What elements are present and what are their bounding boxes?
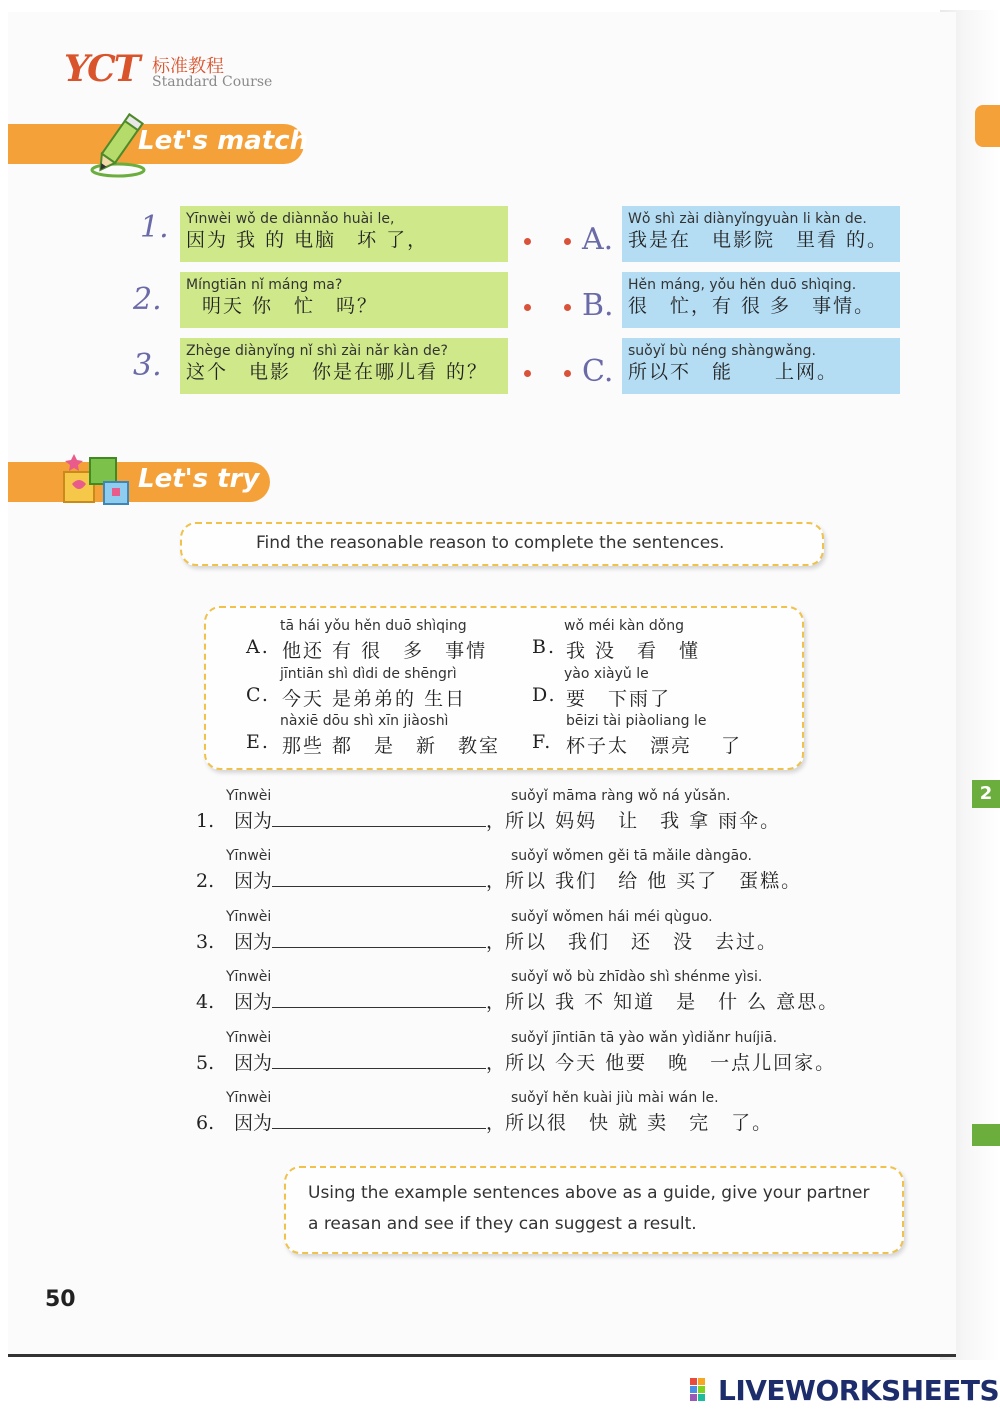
question-comma: ， bbox=[486, 930, 506, 953]
question-comma: ， bbox=[486, 810, 506, 832]
match-right-b-pinyin: Hěn máng, yǒu hěn duō shìqing. bbox=[628, 277, 857, 293]
match-dot-left-1[interactable] bbox=[524, 238, 531, 245]
question-result: 所以 今天 他要 晚 一点儿回家。 bbox=[505, 1051, 837, 1074]
question-result: 所以 妈妈 让 我 拿 雨伞。 bbox=[505, 810, 782, 832]
option-f-chinese[interactable]: 杯子太 漂亮 了 bbox=[566, 735, 743, 757]
question-because-pinyin: Yīnwèi bbox=[226, 848, 272, 865]
toy-blocks-icon bbox=[60, 450, 135, 510]
question-number: 5. bbox=[196, 1051, 215, 1074]
answer-blank[interactable] bbox=[272, 808, 486, 827]
question-row bbox=[196, 1108, 773, 1135]
yct-logo: YCT bbox=[64, 48, 139, 90]
question-because: 因为 bbox=[234, 930, 273, 953]
option-a-letter: A. bbox=[246, 636, 270, 658]
match-right-b[interactable] bbox=[622, 272, 900, 328]
question-because-pinyin: Yīnwèi bbox=[226, 1029, 272, 1046]
match-letter-a: A. bbox=[582, 222, 614, 257]
option-b-letter: B. bbox=[532, 636, 557, 658]
match-right-c-chinese: 所以不 能 上网。 bbox=[628, 361, 839, 383]
question-number: 4. bbox=[196, 991, 215, 1014]
question-because: 因为 bbox=[234, 991, 273, 1014]
option-a-chinese[interactable]: 他还 有 很 多 事情 bbox=[282, 640, 488, 662]
match-dot-right-a[interactable] bbox=[564, 238, 571, 245]
match-left-3[interactable] bbox=[180, 338, 508, 394]
side-tab-orange bbox=[975, 105, 1000, 147]
question-number: 2. bbox=[196, 870, 215, 893]
instruction-text: Find the reasonable reason to complete the sentences. bbox=[256, 533, 725, 553]
match-number-3: 3. bbox=[133, 348, 162, 383]
option-e-pinyin: nàxiē dōu shì xīn jiàoshì bbox=[280, 713, 449, 729]
match-right-c-pinyin: suǒyǐ bù néng shàngwǎng. bbox=[628, 343, 817, 359]
option-d-letter: D. bbox=[532, 684, 557, 706]
question-number: 1. bbox=[196, 810, 215, 832]
match-dot-left-3[interactable] bbox=[524, 370, 531, 377]
match-left-1-chinese: 因为 我 的 电脑 坏 了， bbox=[186, 229, 429, 251]
match-left-1[interactable] bbox=[180, 206, 508, 262]
match-dot-left-2[interactable] bbox=[524, 304, 531, 311]
answer-blank[interactable] bbox=[272, 1110, 486, 1129]
answer-blank[interactable] bbox=[272, 868, 486, 887]
match-left-2-chinese: 明天 你 忙 吗？ bbox=[202, 295, 379, 317]
question-comma: ， bbox=[486, 1051, 506, 1074]
option-f-letter: F. bbox=[532, 731, 553, 753]
option-e-chinese[interactable]: 那些 都 是 新 教室 bbox=[282, 735, 501, 757]
liveworksheets-logo-icon bbox=[690, 1378, 714, 1402]
question-result-pinyin: suǒyǐ hěn kuài jiù mài wán le. bbox=[511, 1090, 719, 1106]
option-d-chinese[interactable]: 要 下雨了 bbox=[566, 688, 672, 710]
question-because-pinyin: Yīnwèi bbox=[226, 788, 272, 804]
question-comma: ， bbox=[486, 991, 506, 1014]
option-e-letter: E. bbox=[246, 731, 270, 753]
answer-blank[interactable] bbox=[272, 929, 486, 948]
question-because-pinyin: Yīnwèi bbox=[226, 908, 272, 925]
question-because: 因为 bbox=[234, 1112, 273, 1134]
course-title-en: Standard Course bbox=[152, 74, 273, 90]
partner-activity-line1: Using the example sentences above as a guide, give your partner bbox=[308, 1183, 870, 1203]
match-dot-right-c[interactable] bbox=[564, 370, 571, 377]
match-left-3-chinese: 这个 电影 你是在哪儿看 的？ bbox=[186, 361, 489, 383]
option-d-pinyin: yào xiàyǔ le bbox=[564, 666, 649, 682]
option-c-letter: C. bbox=[246, 684, 270, 706]
question-because: 因为 bbox=[234, 870, 273, 893]
question-row bbox=[196, 866, 802, 893]
question-row bbox=[196, 806, 781, 833]
partner-activity-box bbox=[284, 1166, 904, 1254]
match-right-a-pinyin: Wǒ shì zài diànyǐngyuàn li kàn de. bbox=[628, 211, 867, 227]
option-b-pinyin: wǒ méi kàn dǒng bbox=[564, 618, 685, 634]
match-right-b-chinese: 很 忙，有 很 多 事情。 bbox=[628, 295, 876, 317]
question-because-pinyin: Yīnwèi bbox=[226, 969, 272, 986]
question-result-pinyin: suǒyǐ wǒmen gěi tā mǎile dàngāo. bbox=[511, 848, 752, 865]
match-left-2[interactable] bbox=[180, 272, 508, 328]
option-c-chinese[interactable]: 今天 是弟弟的 生日 bbox=[282, 688, 467, 710]
question-result: 所以很 快 就 卖 完 了。 bbox=[505, 1112, 774, 1134]
question-result-pinyin: suǒyǐ jīntiān tā yào wǎn yìdiǎnr huíjiā. bbox=[511, 1029, 778, 1046]
question-comma: ， bbox=[486, 1112, 506, 1134]
match-left-3-pinyin: Zhège diànyǐng nǐ shì zài nǎr kàn de? bbox=[186, 343, 448, 359]
question-result-pinyin: suǒyǐ māma ràng wǒ ná yǔsǎn. bbox=[511, 788, 731, 804]
question-result-pinyin: suǒyǐ wǒmen hái méi qùguo. bbox=[511, 908, 713, 925]
match-dot-right-b[interactable] bbox=[564, 304, 571, 311]
match-right-c[interactable] bbox=[622, 338, 900, 394]
answer-blank[interactable] bbox=[272, 989, 486, 1008]
match-left-2-pinyin: Míngtiān nǐ máng ma? bbox=[186, 277, 343, 293]
question-result: 所以 我 不 知道 是 什 么 意思。 bbox=[505, 991, 840, 1014]
match-number-1: 1. bbox=[140, 210, 169, 245]
liveworksheets-watermark: LIVEWORKSHEETS bbox=[718, 1374, 1000, 1407]
question-because: 因为 bbox=[234, 1051, 273, 1074]
question-number: 3. bbox=[196, 930, 215, 953]
option-c-pinyin: jīntiān shì dìdi de shēngrì bbox=[280, 666, 457, 682]
question-comma: ， bbox=[486, 870, 506, 893]
question-row bbox=[196, 927, 778, 954]
option-b-chinese[interactable]: 我 没 看 懂 bbox=[566, 640, 701, 662]
option-f-pinyin: bēizi tài piàoliang le bbox=[566, 713, 707, 729]
side-tab-chapter: 2 bbox=[972, 780, 1000, 808]
match-right-a[interactable] bbox=[622, 206, 900, 262]
question-because: 因为 bbox=[234, 810, 273, 832]
option-a-pinyin: tā hái yǒu hěn duō shìqing bbox=[280, 618, 467, 634]
partner-activity-line2: a reasan and see if they can suggest a result. bbox=[308, 1214, 697, 1234]
question-because-pinyin: Yīnwèi bbox=[226, 1090, 272, 1106]
side-tab-green bbox=[972, 1124, 1000, 1146]
match-letter-c: C. bbox=[582, 354, 614, 389]
match-left-1-pinyin: Yīnwèi wǒ de diànnǎo huài le, bbox=[186, 211, 395, 227]
question-result: 所以 我们 给 他 买了 蛋糕。 bbox=[505, 870, 803, 893]
page-number: 50 bbox=[45, 1287, 76, 1312]
match-right-a-chinese: 我是在 电影院 里看 的。 bbox=[628, 229, 889, 251]
lets-match-title: Let's match bbox=[138, 126, 309, 156]
answer-blank[interactable] bbox=[272, 1050, 486, 1069]
lets-try-title: Let's try bbox=[138, 464, 260, 494]
match-number-2: 2. bbox=[133, 282, 162, 317]
question-row bbox=[196, 1048, 836, 1075]
question-result: 所以 我们 还 没 去过。 bbox=[505, 930, 779, 953]
course-title-cn: 标准教程 bbox=[152, 56, 224, 77]
question-row bbox=[196, 987, 839, 1014]
question-result-pinyin: suǒyǐ wǒ bù zhīdào shì shénme yìsi. bbox=[511, 969, 763, 986]
question-number: 6. bbox=[196, 1112, 215, 1134]
match-letter-b: B. bbox=[582, 288, 614, 323]
